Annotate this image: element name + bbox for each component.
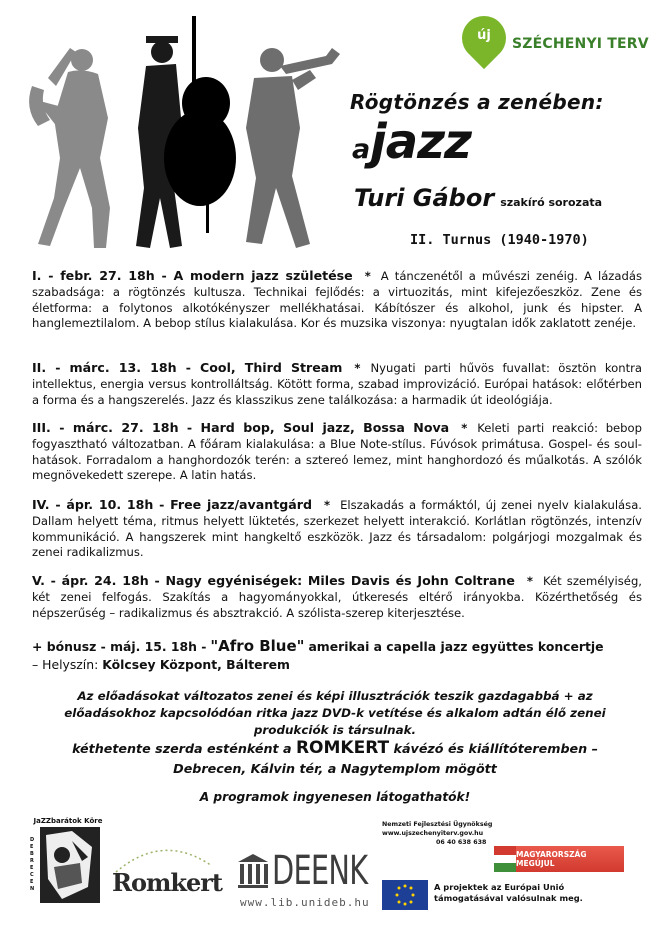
deenk-logo bbox=[236, 848, 370, 914]
session-2 bbox=[32, 360, 642, 408]
venue-text bbox=[0, 738, 670, 779]
bassist-silhouette bbox=[136, 16, 236, 248]
star-separator: * bbox=[354, 361, 361, 375]
main-title: Rögtönzés a zenében: bbox=[350, 90, 604, 114]
jazz-word: jazz bbox=[370, 114, 471, 170]
location-value: Kölcsey Központ, Bálterem bbox=[102, 657, 290, 672]
logo-badge: új bbox=[477, 28, 491, 43]
venue-name: ROMKERT bbox=[295, 738, 390, 758]
venue-pre: kéthetente szerda esténként a bbox=[72, 741, 292, 756]
location-label: – Helyszín: bbox=[32, 657, 99, 672]
info-text: Az előadásokat változatos zenei és képi illusztrációk teszik gazdagabbá + az előadásokhoz kapcsolódóan ritka jazz DVD-k vetítése és alkalom adtán élő zenei produkciók is társulnak. bbox=[64, 689, 606, 737]
romkert-logo-text: Romkert bbox=[112, 868, 222, 897]
logo-name: SZÉCHENYI TERV bbox=[512, 36, 649, 52]
star-separator: * bbox=[526, 574, 533, 588]
session-5 bbox=[32, 573, 642, 621]
session-body: A tánczenétől a művészi zenéig. A lázadás szabadsága: a rögtönzés kultusza. Technikai fejlődés: a virtuozitás, mint kifejezőeszköz. Zene és életforma: a folytonos alkotókényszer mellékhatásai. Kábítószer és alkohol, junk és hipster. A hanglemeztilalom. A bebop stílus kialakulása. Kor és muzsika viszonya: nyugtalan idők zaklatott zenéje. bbox=[32, 269, 642, 331]
trumpeter-silhouette bbox=[246, 48, 340, 248]
session-body: Nyugati parti hűvös fuvallat: ösztön kontra intellektus, energia versus kontrolláltság. Kötött forma, szabad improvizáció. Európai hatások: előtérben a forma és a hangszerelés. Jazz és klasszikus zene találkozása: a harmadik út ideológiája. bbox=[32, 361, 642, 407]
bonus-event bbox=[32, 637, 652, 674]
bonus-title: "Afro Blue" bbox=[210, 637, 305, 655]
presenter-name: Turi Gábor bbox=[354, 184, 495, 212]
venue-address: Debrecen, Kálvin tér, a Nagytemplom mögött bbox=[173, 761, 497, 776]
jazz-club-art-icon bbox=[32, 827, 104, 907]
jazzbaratok-logo bbox=[32, 817, 104, 913]
jazz-musicians-illustration bbox=[10, 8, 340, 253]
free-entry-note: A programok ingyenesen látogathatók! bbox=[199, 790, 471, 804]
jazzbaratok-side: DEBRECEN bbox=[30, 837, 35, 892]
session-heading: II. - márc. 13. 18h - Cool, Third Stream bbox=[32, 360, 343, 375]
session-body: Keleti parti reakció: bebop fogyasztható változatban. A főáram kialakulása: a Blue Note-stílus. Fúvósok primátusa. Gospel- és soul-hatások. Forradalom a hanghordozók terén: a sztereó lemez, mint hanghordozó és műalkotás. A szólók megnövekedett szerepe. A latin hatás. bbox=[32, 421, 642, 483]
star-separator: * bbox=[364, 269, 371, 283]
romkert-logo bbox=[108, 842, 222, 902]
eu-flag-icon bbox=[382, 880, 428, 910]
venue-post: kávézó és kiállítóteremben – bbox=[393, 741, 598, 756]
nfu-phone: 06 40 638 638 bbox=[436, 839, 487, 846]
jazz-title bbox=[352, 114, 471, 170]
bonus-description: amerikai a capella jazz együttes koncertje bbox=[308, 639, 604, 654]
flag-text: MAGYARORSZÁG MEGÚJUL bbox=[516, 846, 624, 872]
session-heading: III. - márc. 27. 18h - Hard bop, Soul jazz, Bossa Nova bbox=[32, 420, 450, 435]
saxophonist-silhouette bbox=[29, 48, 110, 248]
jazzbaratok-title: JaZZbarátok Köre bbox=[33, 817, 103, 825]
session-body: Elszakadás a formáktól, új zenei nyelv kialakulása. Dallam helyett téma, ritmus helyett lüktetés, szerkezet helyett interakció. Korlátlan rögtönzés, intenzív kommunikáció. A hangszerek mint hangkeltő eszközök. Jazz és társadalom: polgárjogi mozgalmak és zenei radikalizmus. bbox=[32, 498, 642, 560]
session-heading: V. - ápr. 24. 18h - Nagy egyéniségek: Miles Davis és John Coltrane bbox=[32, 573, 515, 588]
nfu-name: Nemzeti Fejlesztési Ügynökség bbox=[382, 821, 493, 828]
session-body: Két személyiség, két zenei felfogás. Szakítás a hagyományokkal, útkeresés eltérő irányokba. Közérthetőség és népszerűség – radikalizmus és absztrakció. A szólista-szerep kiterjesztése. bbox=[32, 574, 642, 620]
session-1 bbox=[32, 268, 642, 332]
session-heading: I. - febr. 27. 18h - A modern jazz születése bbox=[32, 268, 353, 283]
deenk-name: DEENK bbox=[272, 848, 368, 894]
bonus-lead: + bónusz - máj. 15. 18h - bbox=[32, 639, 207, 654]
deenk-url: www.lib.unideb.hu bbox=[240, 896, 370, 909]
magyarorszag-megujul-flag bbox=[494, 846, 624, 872]
session-heading: IV. - ápr. 10. 18h - Free jazz/avantgárd bbox=[32, 497, 312, 512]
szechenyi-terv-logo bbox=[462, 16, 662, 76]
eu-support-text: A projektek az Európai Unió támogatásával valósulnak meg. bbox=[434, 882, 583, 903]
library-building-icon bbox=[236, 852, 270, 888]
session-3 bbox=[32, 420, 642, 484]
session-4 bbox=[32, 497, 642, 561]
nfu-url: www.ujszechenyiterv.gov.hu bbox=[382, 830, 484, 837]
star-separator: * bbox=[461, 421, 468, 435]
series-label: szakíró sorozata bbox=[500, 196, 603, 209]
presenter-line bbox=[354, 184, 602, 212]
turnus-label: II. Turnus (1940-1970) bbox=[410, 232, 589, 248]
flag-icon bbox=[494, 846, 516, 872]
jazz-prefix: a bbox=[352, 134, 371, 165]
star-separator: * bbox=[324, 498, 331, 512]
